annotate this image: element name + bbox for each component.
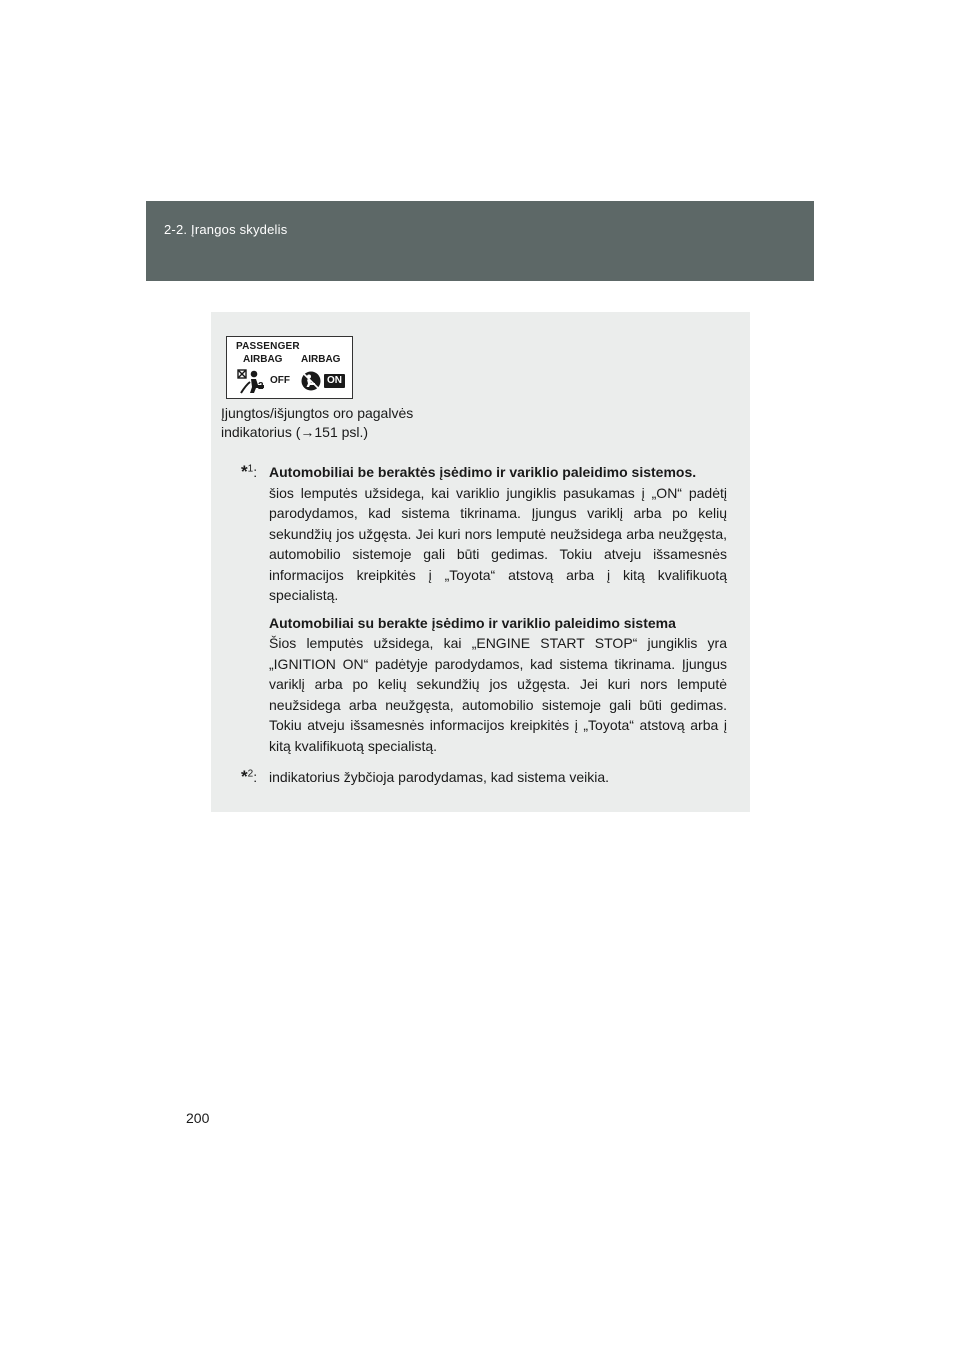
airbag-on-seat-icon xyxy=(300,370,322,397)
footnote-heading: Automobiliai be beraktės įsėdimo ir variklio paleidimo sistemos. xyxy=(269,464,697,480)
caption-line-1: Įjungtos/išjungtos oro pagalvės xyxy=(221,405,414,421)
info-panel xyxy=(211,312,750,812)
seat-number: 2 xyxy=(258,381,264,392)
airbag-label-left: AIRBAG xyxy=(243,354,283,365)
section-header xyxy=(146,201,814,281)
airbag-off-seat-icon xyxy=(237,369,271,400)
footnote-subtext: Šios lemputės užsidega, kai „ENGINE START STOP“ jungiklis yra „IGNITION ON“ padėtyje parodydamos, kad sistema tikrinama. Įjungus variklį arba po kelių sekundžių jos užgęsta. Jei kuri nors lemputė neužsidega arba neužgęsta, automobilio sistemoje gali būti gedimas. Tokiu atveju išsamesnės informacijos kreipkitės į „Toyota“ atstovą arba į kitą kvalifikuotą specialistą. xyxy=(269,635,727,754)
section-title: 2-2. Įrangos skydelis xyxy=(164,222,288,237)
footnote-1 xyxy=(241,462,727,756)
footnote-2 xyxy=(241,767,727,788)
footnote-subheading: Automobiliai su berakte įsėdimo ir variklio paleidimo sistema xyxy=(269,614,676,631)
caption-line-2: indikatorius (→151 psl.) xyxy=(221,424,369,440)
airbag-label-right: AIRBAG xyxy=(301,354,341,365)
airbag-on-label: ON xyxy=(324,374,345,388)
footnote-text: šios lemputės užsidega, kai variklio jungiklis pasukamas į „ON“ padėtį parodydamos, kad sistema tikrinama. Įjungus variklį arba po kelių sekundžių jos užgęsta. Jei kuri nors lemputė neužsidega arba neužgęsta, automobilio sistemoje gali būti gedimas. Tokiu atveju išsamesnės informacijos kreipkitės į „Toyota“ atstovą arba į kitą kvalifikuotą specialistą. xyxy=(269,484,727,603)
footnote-text: indikatorius žybčioja parodydamas, kad sistema veikia. xyxy=(269,769,610,785)
passenger-label: PASSENGER xyxy=(236,341,300,352)
page-number: 200 xyxy=(186,1110,210,1126)
footnote-marker: *$^2$: xyxy=(241,767,258,786)
indicator-caption xyxy=(221,404,521,442)
airbag-indicator-illustration xyxy=(226,336,353,399)
airbag-off-label: OFF xyxy=(270,375,290,386)
footnote-marker: *$^1$: xyxy=(241,462,258,481)
